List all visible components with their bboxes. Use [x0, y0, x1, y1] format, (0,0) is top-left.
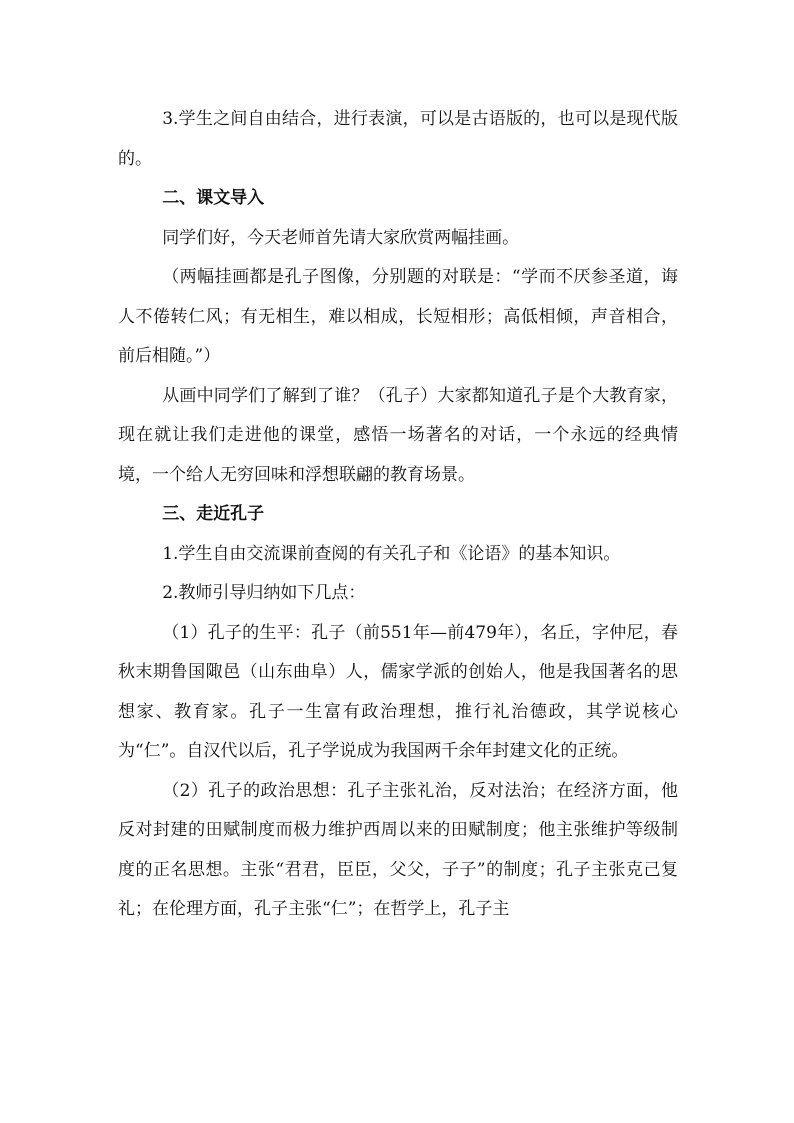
paragraph-teacher-summary: 2.教师引导归纳如下几点：: [162, 583, 366, 603]
paragraph-life-of-confucius: （1）孔子的生平：孔子（前551年—前479年），名丘，字仲尼，春秋末期鲁国陬邑（山东曲阜）人，儒家学派的创始人，他是我国著名的思想家、教育家。孔子一生富有政治理想，推行礼治德政，其学说核心为“仁”。自汉代以后，孔子学说成为我国两千余年封建文化的正统。: [118, 622, 678, 761]
heading-approach-confucius: 三、走近孔子: [162, 504, 265, 524]
paragraph-performance: 3.学生之间自由结合，进行表演，可以是古语版的，也可以是现代版的。: [118, 109, 678, 169]
paragraph-student-exchange: 1.学生自由交流课前查阅的有关孔子和《论语》的基本知识。: [162, 543, 621, 564]
paragraph-political-thought: （2）孔子的政治思想：孔子主张礼治，反对法治；在经济方面，他反对封建的田赋制度而极力维护西周以来的田赋制度；他主张维护等级制度的正名思想。主张“君君，臣臣，父父，子子”的制度；孔子主张克己复礼；在伦理方面，孔子主张“仁”；在哲学上，孔子主: [118, 780, 678, 919]
paragraph-greeting: 同学们好，今天老师首先请大家欣赏两幅挂画。: [162, 227, 520, 248]
document-body: [118, 100, 678, 930]
heading-lesson-intro: 二、课文导入: [162, 188, 265, 208]
paragraph-couplet: （两幅挂画都是孔子图像，分别题的对联是：“学而不厌参圣道，诲人不倦转仁风；有无相生，难以相成，长短相形；高低相倾，声音相合，前后相随。”）: [118, 267, 678, 366]
paragraph-who-in-painting: 从画中同学们了解到了谁？（孔子）大家都知道孔子是个大教育家，现在就让我们走进他的课堂，感悟一场著名的对话，一个永远的经典情境，一个给人无穷回味和浮想联翩的教育场景。: [118, 385, 678, 485]
